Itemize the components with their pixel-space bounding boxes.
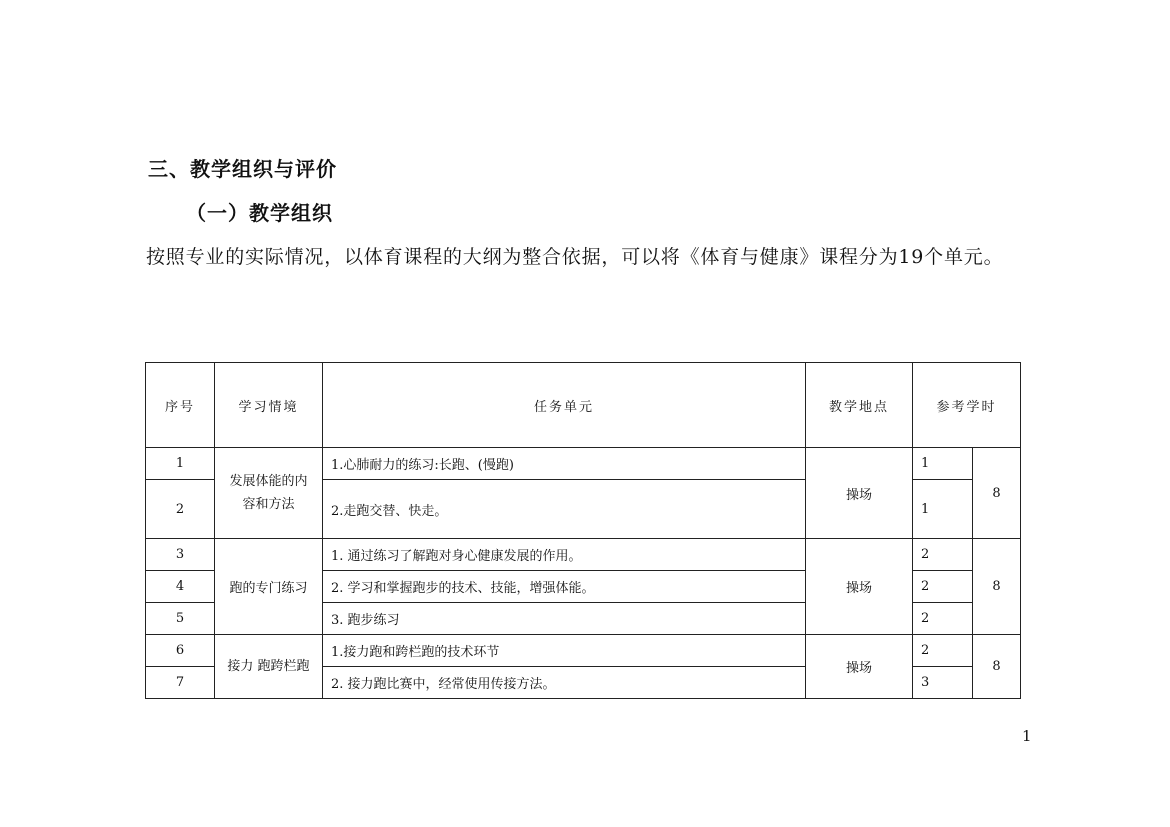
- location-cell: 操场: [806, 635, 913, 699]
- row-no: 2: [146, 480, 215, 539]
- hours-cell: 2: [913, 635, 973, 667]
- total-hours-cell: 8: [973, 635, 1021, 699]
- location-cell: 操场: [806, 448, 913, 539]
- header-hours: 参考学时: [913, 363, 1021, 448]
- task-cell: 1. 通过练习了解跑对身心健康发展的作用。: [323, 539, 806, 571]
- task-cell: 1.心肺耐力的练习:长跑、(慢跑): [323, 448, 806, 480]
- situation-text: 发展体能的内容和方法: [229, 474, 308, 512]
- header-situation: 学习情境: [215, 363, 323, 448]
- task-cell: 2.走跑交替、快走。: [323, 480, 806, 539]
- situation-cell: [215, 635, 323, 699]
- table-row: [146, 635, 1021, 667]
- hours-cell: 1: [913, 480, 973, 539]
- task-cell: 3. 跑步练习: [323, 603, 806, 635]
- hours-cell: 2: [913, 571, 973, 603]
- situation-cell: [215, 448, 323, 539]
- task-cell: 2. 学习和掌握跑步的技术、技能，增强体能。: [323, 571, 806, 603]
- hours-cell: 2: [913, 603, 973, 635]
- hours-cell: 2: [913, 539, 973, 571]
- subsection-title: （一）教学组织: [186, 201, 333, 225]
- header-task: 任务单元: [323, 363, 806, 448]
- row-no: 7: [146, 667, 215, 699]
- header-location: 教学地点: [806, 363, 913, 448]
- row-no: 5: [146, 603, 215, 635]
- total-hours-cell: 8: [973, 539, 1021, 635]
- situation-text: 接力 跑跨栏跑: [227, 659, 310, 674]
- table-header-row: [146, 363, 1021, 448]
- intro-paragraph: 按照专业的实际情况，以体育课程的大纲为整合依据，可以将《体育与健康》课程分为19个单元。: [146, 246, 1004, 268]
- table-row: [146, 539, 1021, 571]
- task-cell: 2. 接力跑比赛中，经常使用传接方法。: [323, 667, 806, 699]
- row-no: 4: [146, 571, 215, 603]
- task-cell: 1.接力跑和跨栏跑的技术环节: [323, 635, 806, 667]
- total-hours-cell: 8: [973, 448, 1021, 539]
- course-unit-table: [145, 362, 1021, 699]
- location-cell: 操场: [806, 539, 913, 635]
- row-no: 1: [146, 448, 215, 480]
- page-number: 1: [1022, 727, 1032, 745]
- hours-cell: 1: [913, 448, 973, 480]
- header-no: 序号: [146, 363, 215, 448]
- situation-cell: 跑的专门练习: [215, 539, 323, 635]
- row-no: 6: [146, 635, 215, 667]
- hours-cell: 3: [913, 667, 973, 699]
- table-row: [146, 448, 1021, 480]
- row-no: 3: [146, 539, 215, 571]
- section-title: 三、教学组织与评价: [148, 157, 337, 181]
